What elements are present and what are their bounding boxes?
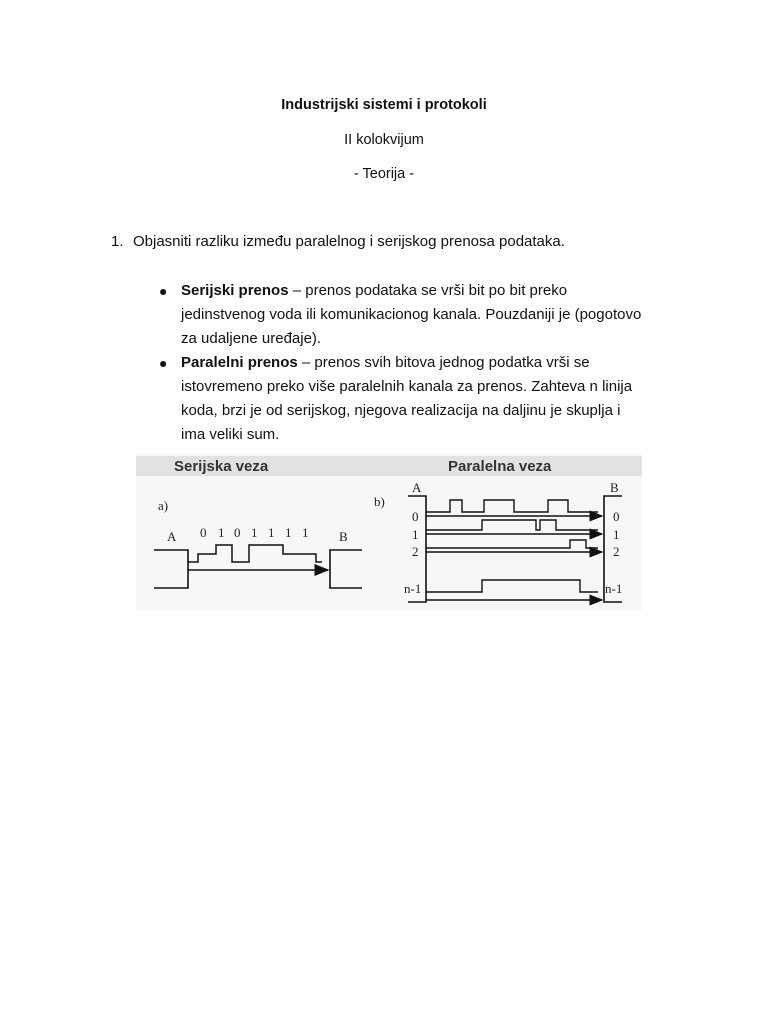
parallel-title: Paralelna veza [448, 458, 552, 475]
bullet-parallel-line-1: – prenos svih bitova jednog podatka vrši se [297, 354, 590, 371]
bullet-parallel-line-4: ima veliki sum. [181, 426, 280, 443]
serial-title: Serijska veza [174, 458, 269, 475]
document-subtitle: II kolokvijum [344, 132, 424, 148]
parallel-node-a: A [412, 480, 422, 495]
serial-node-a: A [167, 529, 177, 544]
parallel-left-label-1: 1 [412, 527, 419, 542]
parallel-right-label-1: 1 [613, 527, 620, 542]
question-1 [111, 232, 711, 252]
parallel-panel-label: b) [374, 494, 385, 509]
bullet-serial-line-2: jedinstvenog voda ili komunikacionog kanala. Pouzdaniji je (pogotovo [181, 306, 642, 323]
serial-node-a-shape [154, 550, 188, 588]
parallel-left-label-n1: n-1 [404, 581, 422, 596]
parallel-right-label-n1: n-1 [605, 581, 623, 596]
transmission-diagram [136, 454, 642, 610]
parallel-waveform-2 [426, 540, 598, 548]
serial-bit-5: 1 [285, 525, 292, 540]
bullet-parallel [159, 351, 706, 447]
parallel-left-label-0: 0 [412, 509, 419, 524]
parallel-left-label-2: 2 [412, 544, 419, 559]
question-text: Objasniti razliku između paralelnog i serijskog prenosa podataka. [133, 233, 565, 250]
serial-diagram [154, 458, 362, 588]
parallel-waveform-n1 [426, 580, 598, 592]
bullet-serial [159, 279, 706, 351]
serial-bit-6: 1 [302, 525, 309, 540]
bullet-parallel-term: Paralelni prenos [181, 354, 298, 371]
serial-waveform [188, 545, 322, 562]
serial-bit-3: 1 [251, 525, 258, 540]
parallel-waveform-1 [426, 520, 598, 530]
bullet-parallel-line-3: koda, brzi je od serijskog, njegova realizacija na daljinu je skuplja i [181, 402, 621, 419]
serial-bit-1: 1 [218, 525, 225, 540]
serial-panel-label: a) [158, 498, 169, 513]
parallel-right-label-2: 2 [613, 544, 620, 559]
bullet-serial-term: Serijski prenos [181, 282, 289, 299]
parallel-diagram [374, 458, 622, 602]
document-section: - Teorija - [353, 166, 415, 182]
serial-node-b-shape [330, 550, 362, 588]
parallel-right-label-0: 0 [613, 509, 620, 524]
serial-bit-2: 0 [234, 525, 241, 540]
document-title: Industrijski sistemi i protokoli [281, 97, 487, 113]
parallel-node-b: B [610, 480, 619, 495]
serial-bit-0: 0 [200, 525, 207, 540]
answer-bullets [159, 279, 706, 447]
serial-bit-4: 1 [268, 525, 275, 540]
question-number: 1. [111, 233, 124, 250]
serial-node-b: B [339, 529, 348, 544]
bullet-serial-line-3: za udaljene uređaje). [181, 330, 322, 347]
bullet-dot-icon: ● [159, 355, 168, 371]
parallel-waveform-0 [426, 500, 598, 512]
bullet-serial-line-1: – prenos podataka se vrši bit po bit preko [288, 282, 568, 299]
bullet-dot-icon: ● [159, 283, 168, 299]
bullet-parallel-line-2: istovremeno preko više paralelnih kanala za prenos. Zahteva n linija [181, 378, 633, 395]
